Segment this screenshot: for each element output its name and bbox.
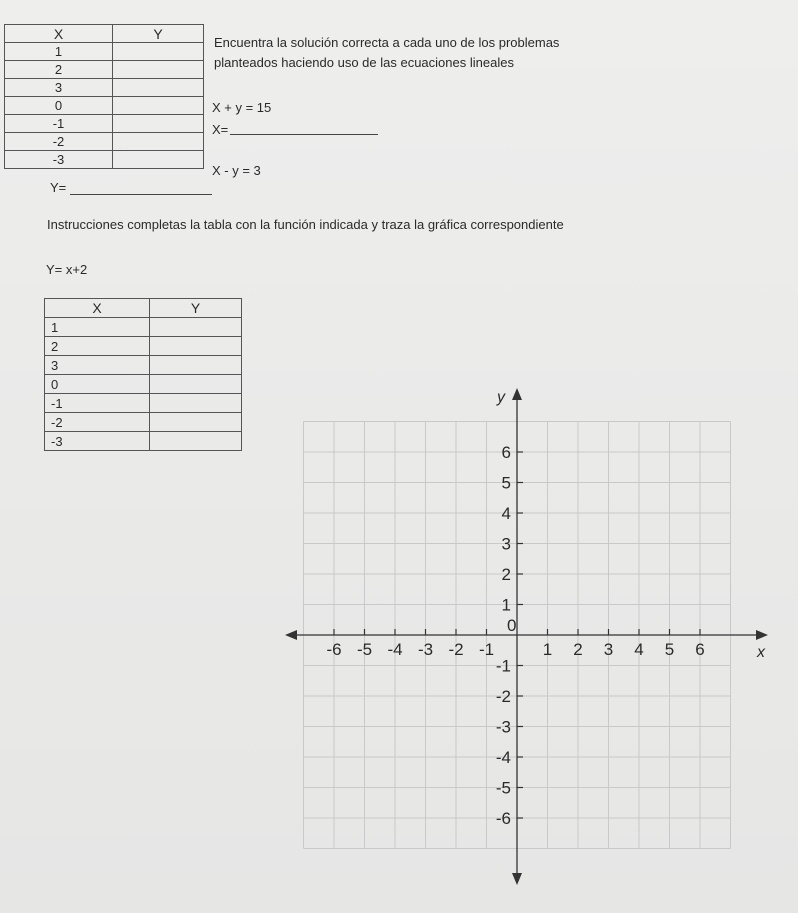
x-axis-label: x	[757, 644, 765, 661]
table-row	[5, 151, 204, 169]
y-cell-blank[interactable]	[150, 394, 242, 413]
top-table-header-x: X	[5, 25, 113, 43]
table-row	[5, 115, 204, 133]
x-answer-label: X=	[212, 122, 229, 137]
y-axis-label: y	[497, 389, 505, 406]
x-cell: -3	[45, 432, 150, 451]
bottom-xy-table	[44, 298, 242, 451]
x-cell: 1	[45, 318, 150, 337]
table-row	[45, 432, 242, 451]
instructions-line-1: Encuentra la solución correcta a cada uno de los problemas	[214, 35, 560, 50]
x-tick-label: -4	[387, 640, 403, 659]
table-row	[5, 97, 204, 115]
x-tick-label: 6	[695, 640, 705, 659]
table-row	[45, 337, 242, 356]
y-cell-blank[interactable]	[113, 43, 204, 61]
x-tick-label: -2	[448, 640, 464, 659]
x-cell: 2	[45, 337, 150, 356]
y-cell-blank[interactable]	[150, 356, 242, 375]
y-tick-label: -2	[495, 687, 511, 706]
x-cell: 0	[5, 97, 113, 115]
y-cell-blank[interactable]	[150, 375, 242, 394]
x-tick-label: 2	[573, 640, 583, 659]
x-cell: 0	[45, 375, 150, 394]
y-tick-label: 5	[501, 473, 511, 493]
x-tick-label: 0	[507, 616, 517, 635]
x-tick-label: -3	[417, 640, 434, 659]
table-row	[45, 375, 242, 394]
x-cell: 2	[5, 61, 113, 79]
equation-1: X + y = 15	[212, 100, 272, 115]
y-cell-blank[interactable]	[113, 97, 204, 115]
x-cell: -1	[45, 394, 150, 413]
y-cell-blank[interactable]	[150, 413, 242, 432]
x-cell: -2	[5, 133, 113, 151]
table-row	[45, 413, 242, 432]
top-table-header-y: Y	[113, 25, 204, 43]
y-tick-label: -3	[495, 717, 511, 737]
table-row	[5, 43, 204, 61]
coordinate-plane[interactable]	[280, 380, 780, 895]
x-tick-label: -1	[478, 640, 495, 659]
y-tick-label: -1	[495, 656, 511, 676]
x-tick-label: 5	[664, 640, 675, 659]
x-cell: -1	[5, 115, 113, 133]
y-cell-blank[interactable]	[150, 432, 242, 451]
y-tick-label: 1	[501, 595, 511, 615]
y-tick-label: 4	[501, 504, 511, 523]
bottom-table-header-x: X	[45, 299, 150, 318]
y-cell-blank[interactable]	[113, 115, 204, 133]
x-axis-left-arrow	[285, 630, 297, 640]
y-tick-label: -4	[495, 748, 511, 767]
table-row	[45, 318, 242, 337]
instructions-2: Instrucciones completas la tabla con la función indicada y traza la gráfica correspondiente	[47, 217, 564, 232]
x-cell: -3	[5, 151, 113, 169]
table-row	[5, 79, 204, 97]
x-cell: 3	[45, 356, 150, 375]
y-answer-label: Y=	[50, 180, 67, 195]
y-tick-label: 6	[501, 443, 511, 462]
x-axis-right-arrow	[756, 630, 768, 640]
x-tick-label: 4	[634, 640, 644, 659]
y-tick-label: -5	[495, 778, 511, 798]
y-cell-blank[interactable]	[113, 133, 204, 151]
y-tick-label: 3	[501, 534, 511, 554]
y-cell-blank[interactable]	[150, 337, 242, 356]
table-row	[45, 356, 242, 375]
y-tick-label: -6	[495, 809, 511, 828]
table-row	[5, 133, 204, 151]
x-tick-label: -6	[326, 640, 342, 659]
bottom-table-header-y: Y	[150, 299, 242, 318]
y-answer-blank[interactable]	[70, 194, 212, 195]
x-cell: -2	[45, 413, 150, 432]
table-row	[5, 61, 204, 79]
x-tick-label: 1	[542, 640, 553, 659]
y-axis-down-arrow	[512, 873, 522, 885]
y-cell-blank[interactable]	[113, 151, 204, 169]
equation-2: X - y = 3	[212, 163, 261, 178]
y-cell-blank[interactable]	[113, 61, 204, 79]
top-xy-table	[4, 24, 204, 169]
y-cell-blank[interactable]	[150, 318, 242, 337]
y-cell-blank[interactable]	[113, 79, 204, 97]
instructions-line-2: planteados haciendo uso de las ecuaciones lineales	[214, 55, 514, 70]
x-cell: 3	[5, 79, 113, 97]
x-tick-label: -5	[356, 640, 373, 659]
x-cell: 1	[5, 43, 113, 61]
function-label: Y= x+2	[46, 262, 88, 277]
y-axis-up-arrow	[512, 388, 522, 400]
y-tick-label: 2	[501, 565, 511, 584]
table-row	[45, 394, 242, 413]
x-answer-blank[interactable]	[230, 134, 378, 135]
x-tick-label: 3	[603, 640, 614, 659]
